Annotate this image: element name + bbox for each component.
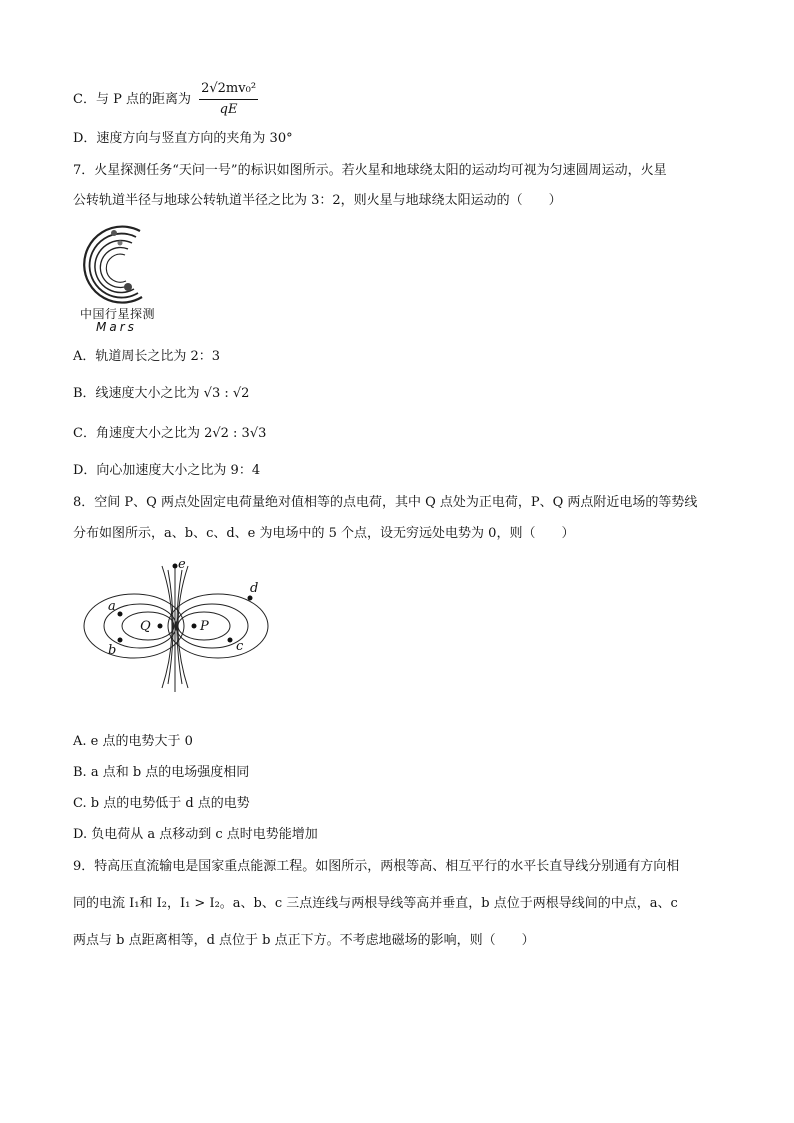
q9-stem-line1: 9．特高压直流输电是国家重点能源工程。如图所示，两根等高、相互平行的水平长直导线分别通有方向相 [73, 859, 680, 874]
label-q: Q [140, 619, 151, 634]
q9-stem-line3: 两点与 b 点距离相等，d 点位于 b 点正下方。不考虑地磁场的影响，则（ ） [73, 933, 535, 948]
point-q [158, 624, 163, 629]
label-b: b [108, 643, 117, 658]
q9-stem-line2: 同的电流 I₁和 I₂，I₁ > I₂。a、b、c 三点连线与两根导线等高并垂直，b 点位于两根导线间的中点，a、c [73, 896, 678, 911]
equipotential-figure [78, 556, 278, 700]
q7-stem-line1: 7．火星探测任务“天问一号”的标识如图所示。若火星和地球绕太阳的运动均可视为匀速圆周运动，火星 [73, 163, 667, 178]
q6-option-c-prefix: C．与 P 点的距离为 [73, 92, 191, 107]
label-p: P [200, 619, 209, 634]
q7-option-a: A．轨道周长之比为 2：3 [73, 349, 221, 364]
q6-option-c-fraction [199, 80, 258, 119]
label-c: c [236, 639, 244, 654]
logo-planet-1 [111, 230, 117, 236]
logo-planet-2 [118, 241, 123, 246]
q7-option-c: C．角速度大小之比为 2√2 : 3√3 [73, 426, 267, 441]
q7-option-b: B．线速度大小之比为 √3 : √2 [73, 386, 250, 401]
tianwen-logo-graphic [80, 223, 170, 305]
q8-option-a: A. e 点的电势大于 0 [73, 734, 193, 749]
q8-stem-line2: 分布如图所示，a、b、c、d、e 为电场中的 5 个点，设无穷远处电势为 0，则（ ） [73, 526, 575, 541]
q7-stem-line2: 公转轨道半径与地球公转轨道半径之比为 3：2，则火星与地球绕太阳运动的（ ） [73, 193, 562, 208]
q8-option-d: D. 负电荷从 a 点移动到 c 点时电势能增加 [73, 827, 318, 842]
logo-chinese-text: 中国行星探测 [80, 307, 156, 321]
q6-option-c-denominator: qE [219, 102, 238, 117]
label-e: e [178, 557, 186, 572]
q6-option-c-numerator: 2√2mv₀² [199, 80, 258, 100]
point-d [248, 596, 253, 601]
logo-planet-3 [124, 283, 132, 291]
q8-stem-line1: 8．空间 P、Q 两点处固定电荷量绝对值相等的点电荷，其中 Q 点处为正电荷，P、Q 两点附近电场的等势线 [73, 495, 698, 510]
q8-option-c: C. b 点的电势低于 d 点的电势 [73, 796, 250, 811]
point-c [228, 638, 233, 643]
q8-option-b: B. a 点和 b 点的电场强度相同 [73, 765, 250, 780]
point-b [118, 638, 123, 643]
equipotential-diagram [78, 556, 278, 696]
point-e [173, 564, 178, 569]
q6-option-c [73, 80, 258, 119]
label-d: d [250, 581, 259, 596]
logo-mars-text: Mars [96, 320, 137, 334]
q7-option-d: D．向心加速度大小之比为 9：4 [73, 463, 261, 478]
point-a [118, 612, 123, 617]
label-a: a [108, 599, 116, 614]
point-p [192, 624, 197, 629]
q6-option-d: D．速度方向与竖直方向的夹角为 30° [73, 131, 293, 146]
